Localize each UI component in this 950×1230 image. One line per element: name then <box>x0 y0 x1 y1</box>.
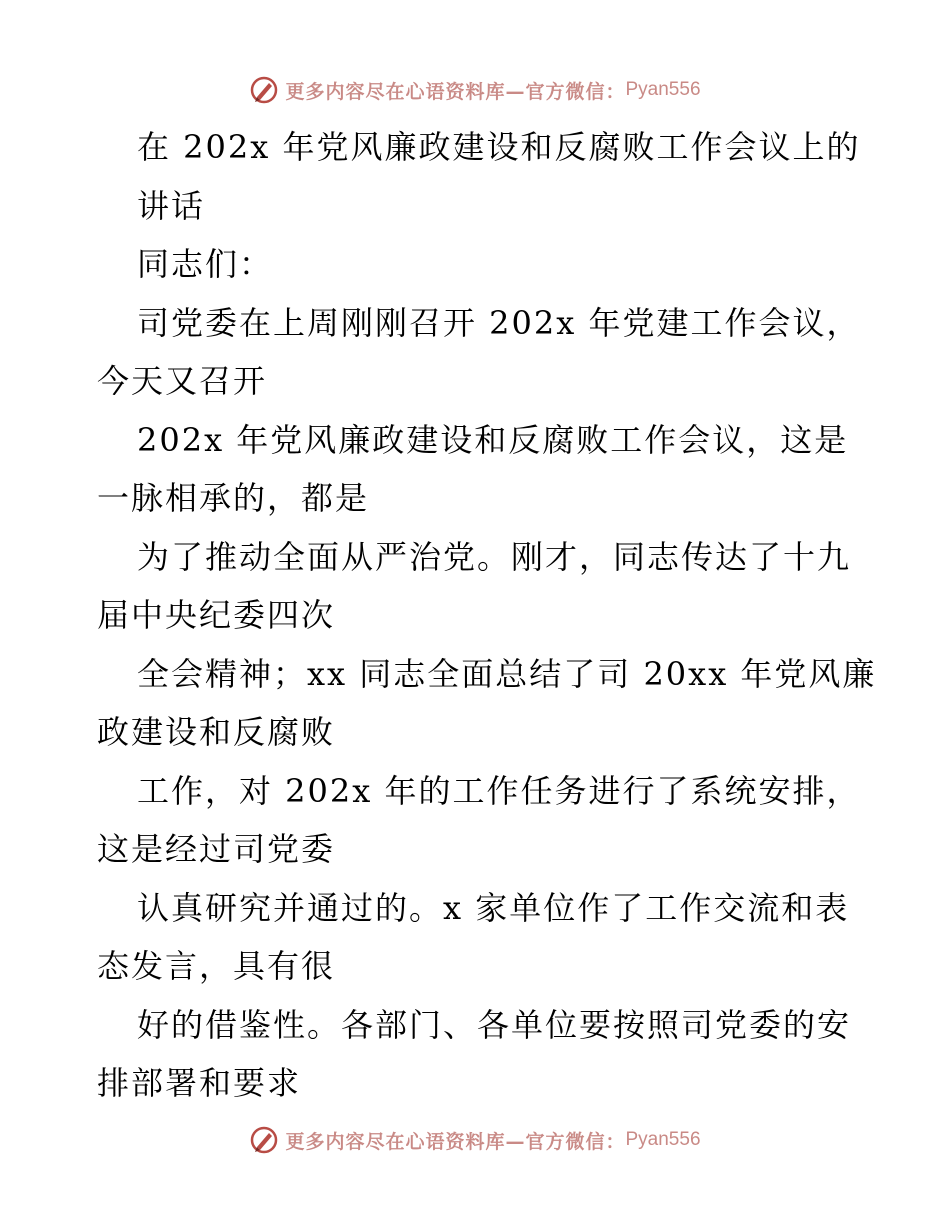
text-line: 政建设和反腐败 <box>97 713 336 751</box>
watermark-handle: Pyan556 <box>625 79 701 100</box>
watermark-text: 更多内容尽在心语资料库—官方微信： <box>285 1130 626 1153</box>
text-line: 好的借鉴性。各部门、各单位要按照司党委的安 <box>137 1005 852 1044</box>
text-line: 工作，对 202x 年的工作任务进行了系统安排， <box>137 771 861 810</box>
text-line: 届中央纪委四次 <box>97 596 336 634</box>
footer-watermark <box>0 1120 950 1160</box>
document-body <box>97 118 877 1113</box>
text-line: 今天又召开 <box>97 362 268 400</box>
text-line: 排部署和要求 <box>97 1064 302 1102</box>
text-line: 认真研究并通过的。x 家单位作了工作交流和表 <box>137 888 850 927</box>
pen-logo-icon <box>249 75 279 105</box>
header-watermark <box>0 70 950 110</box>
watermark-handle: Pyan556 <box>625 1129 701 1150</box>
text-line: 202x 年党风廉政建设和反腐败工作会议，这是 <box>137 420 849 459</box>
text-line: 一脉相承的，都是 <box>97 479 370 517</box>
text-line: 同志们： <box>137 245 274 283</box>
text-line: 为了推动全面从严治党。刚才，同志传达了十九 <box>137 537 852 576</box>
text-line: 讲话 <box>137 186 206 225</box>
text-line: 司党委在上周刚刚召开 202x 年党建工作会议， <box>137 303 861 342</box>
text-line: 态发言，具有很 <box>97 947 336 985</box>
text-line: 这是经过司党委 <box>97 830 336 868</box>
text-line: 在 202x 年党风廉政建设和反腐败工作会议上的 <box>137 128 861 166</box>
watermark-text: 更多内容尽在心语资料库—官方微信： <box>285 80 626 103</box>
text-line: 全会精神；xx 同志全面总结了司 20xx 年党风廉 <box>137 654 877 693</box>
pen-logo-icon <box>249 1125 279 1155</box>
